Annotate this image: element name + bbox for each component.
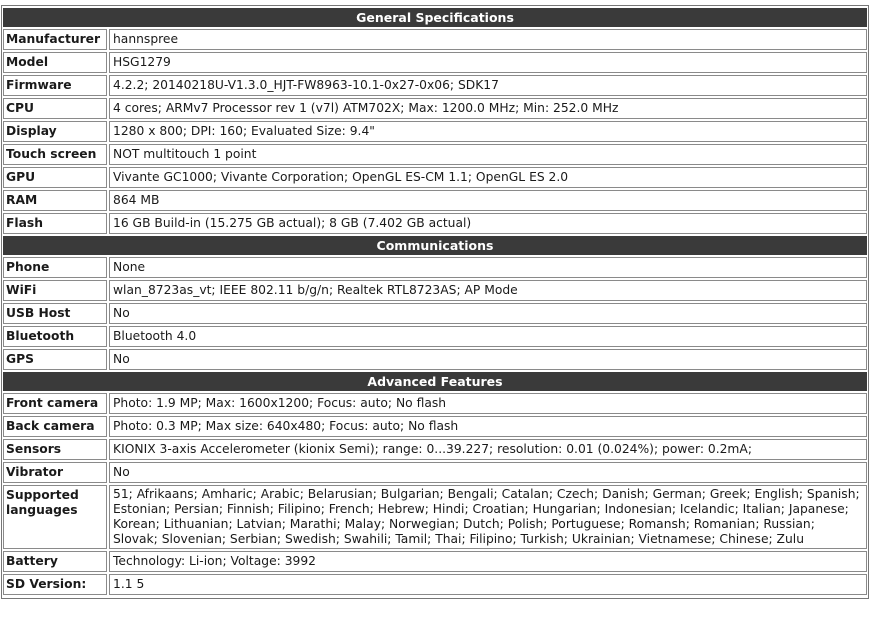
spec-label: Vibrator (3, 462, 107, 483)
spec-row (3, 121, 867, 142)
section-header-row (3, 8, 867, 27)
spec-label: Bluetooth (3, 326, 107, 347)
spec-value: 1280 x 800; DPI: 160; Evaluated Size: 9.4" (109, 121, 867, 142)
spec-table (1, 6, 869, 597)
spec-value: 4.2.2; 20140218U-V1.3.0_HJT-FW8963-10.1-0x27-0x06; SDK17 (109, 75, 867, 96)
spec-row (3, 439, 867, 460)
spec-row (3, 551, 867, 572)
spec-label: RAM (3, 190, 107, 211)
spec-label: Phone (3, 257, 107, 278)
section-header-row (3, 236, 867, 255)
spec-row (3, 393, 867, 414)
spec-row (3, 257, 867, 278)
section-title: General Specifications (3, 8, 867, 27)
spec-row (3, 303, 867, 324)
spec-row (3, 485, 867, 549)
spec-label: Supported languages (3, 485, 107, 549)
spec-value: 51; Afrikaans; Amharic; Arabic; Belarusian; Bulgarian; Bengali; Catalan; Czech; Danish; German; Greek; English; Spanish; Estonian; Persian; Finnish; Filipino; French; Hebrew; Hindi; Croatian; Hungarian; Indonesian; Icelandic; Italian; Japanese; Korean; Lithuanian; Latvian; Marathi; Malay; Norwegian; Dutch; Polish; Portuguese; Romansh; Romanian; Russian; Slovak; Slovenian; Serbian; Swedish; Swahili; Tamil; Thai; Filipino; Turkish; Ukrainian; Vietnamese; Chinese; Zulu (109, 485, 867, 549)
spec-label: SD Version: (3, 574, 107, 595)
spec-row (3, 280, 867, 301)
spec-table-body (3, 8, 867, 595)
spec-label: GPS (3, 349, 107, 370)
spec-row (3, 574, 867, 595)
spec-value: Photo: 1.9 MP; Max: 1600x1200; Focus: auto; No flash (109, 393, 867, 414)
spec-row (3, 213, 867, 234)
spec-label: GPU (3, 167, 107, 188)
spec-label: CPU (3, 98, 107, 119)
spec-value: None (109, 257, 867, 278)
spec-row (3, 462, 867, 483)
spec-value: No (109, 303, 867, 324)
spec-row (3, 52, 867, 73)
spec-value: Vivante GC1000; Vivante Corporation; OpenGL ES-CM 1.1; OpenGL ES 2.0 (109, 167, 867, 188)
spec-label: Back camera (3, 416, 107, 437)
spec-value: NOT multitouch 1 point (109, 144, 867, 165)
spec-value: 4 cores; ARMv7 Processor rev 1 (v7l) ATM702X; Max: 1200.0 MHz; Min: 252.0 MHz (109, 98, 867, 119)
section-header-row (3, 372, 867, 391)
spec-row (3, 416, 867, 437)
spec-row (3, 190, 867, 211)
spec-row (3, 29, 867, 50)
spec-row (3, 167, 867, 188)
spec-value: 1.1 5 (109, 574, 867, 595)
spec-row (3, 98, 867, 119)
spec-value: 864 MB (109, 190, 867, 211)
spec-value: No (109, 462, 867, 483)
section-title: Communications (3, 236, 867, 255)
spec-label: WiFi (3, 280, 107, 301)
spec-value: 16 GB Build-in (15.275 GB actual); 8 GB (7.402 GB actual) (109, 213, 867, 234)
spec-row (3, 349, 867, 370)
spec-value: No (109, 349, 867, 370)
spec-value: KIONIX 3-axis Accelerometer (kionix Semi); range: 0...39.227; resolution: 0.01 (0.024%); power: 0.2mA; (109, 439, 867, 460)
spec-label: Flash (3, 213, 107, 234)
spec-label: Touch screen (3, 144, 107, 165)
spec-label: Front camera (3, 393, 107, 414)
spec-label: Model (3, 52, 107, 73)
spec-value: hannspree (109, 29, 867, 50)
spec-row (3, 144, 867, 165)
spec-table-frame (1, 5, 869, 599)
spec-value: HSG1279 (109, 52, 867, 73)
spec-value: wlan_8723as_vt; IEEE 802.11 b/g/n; Realtek RTL8723AS; AP Mode (109, 280, 867, 301)
spec-value: Photo: 0.3 MP; Max size: 640x480; Focus: auto; No flash (109, 416, 867, 437)
spec-label: Sensors (3, 439, 107, 460)
section-title: Advanced Features (3, 372, 867, 391)
spec-label: USB Host (3, 303, 107, 324)
spec-label: Battery (3, 551, 107, 572)
spec-row (3, 326, 867, 347)
spec-label: Firmware (3, 75, 107, 96)
spec-label: Manufacturer (3, 29, 107, 50)
spec-row (3, 75, 867, 96)
spec-label: Display (3, 121, 107, 142)
spec-value: Bluetooth 4.0 (109, 326, 867, 347)
spec-value: Technology: Li-ion; Voltage: 3992 (109, 551, 867, 572)
